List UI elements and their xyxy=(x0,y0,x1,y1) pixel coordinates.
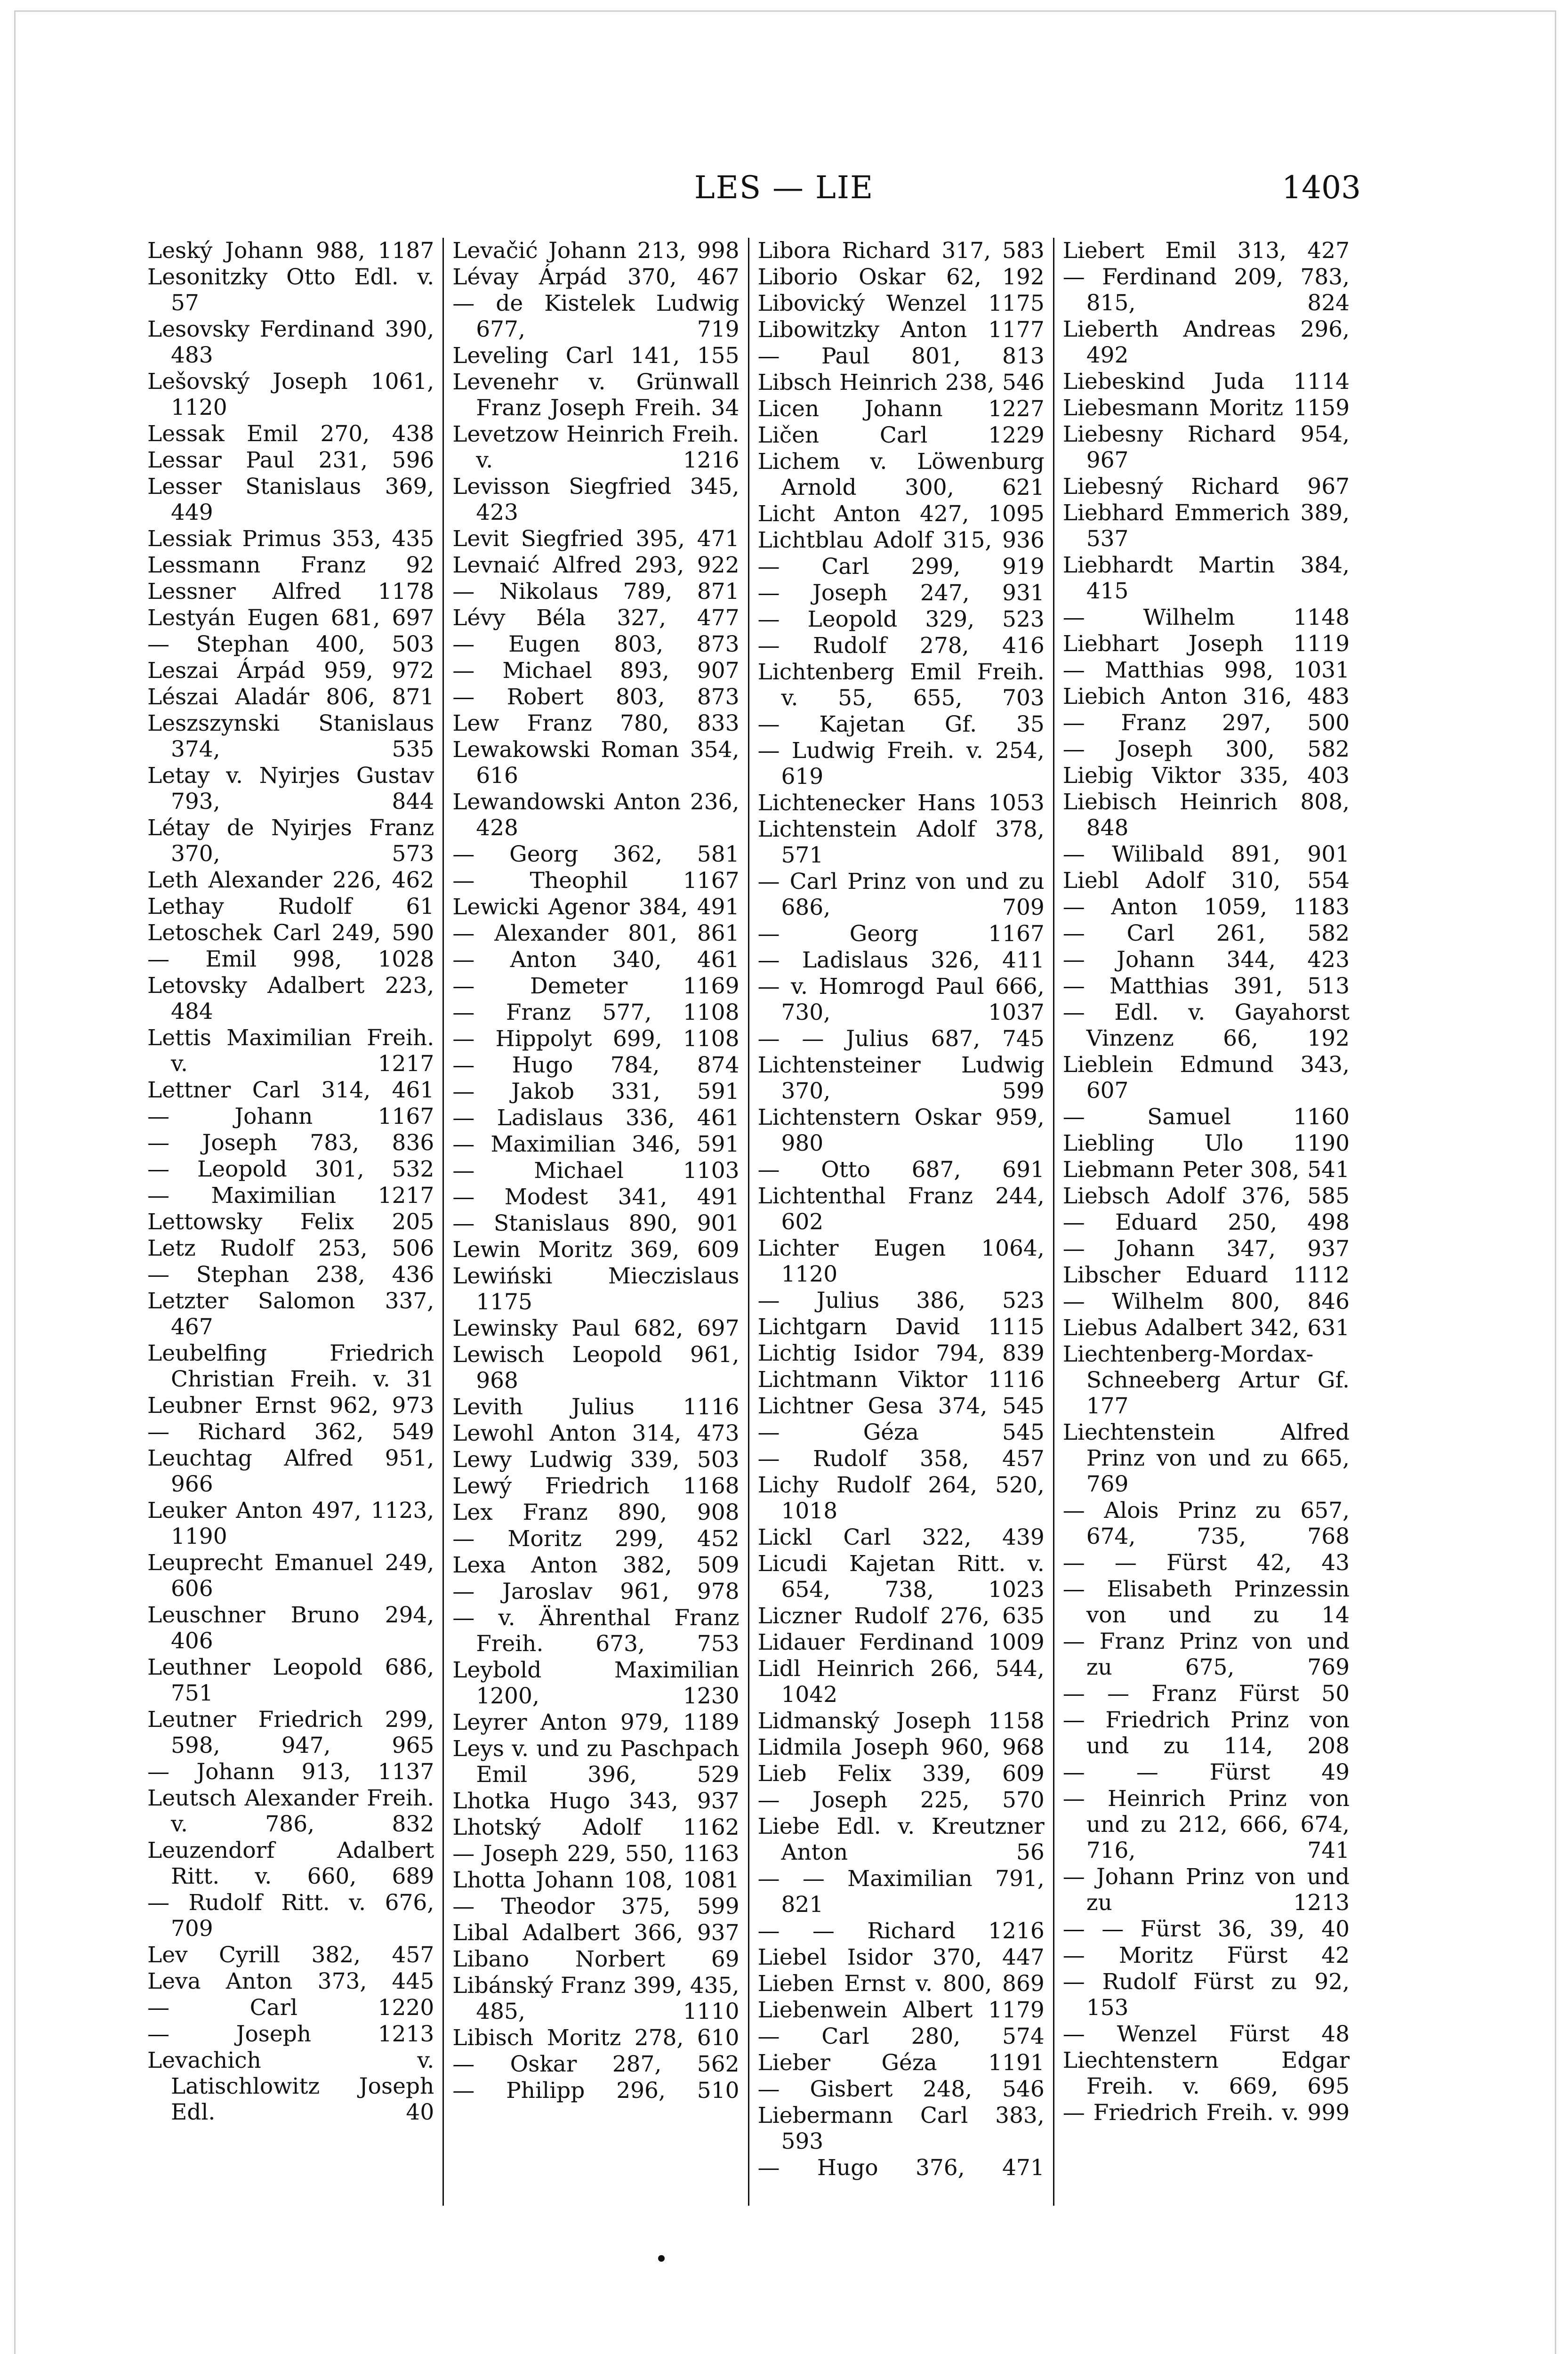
index-entry: — Maximilian 1217 xyxy=(147,1183,434,1209)
index-entry: Liebesny Richard 954, 967 xyxy=(1062,421,1350,473)
index-entry: Lettner Carl 314, 461 xyxy=(147,1077,434,1103)
index-entry: Levit Siegfried 395, 471 xyxy=(452,526,740,552)
index-entry: — Johann Prinz von und zu 1213 xyxy=(1062,1864,1350,1916)
index-entry: Liebermann Carl 383, 593 xyxy=(757,2103,1045,2154)
index-entry: — Ladislaus 336, 461 xyxy=(452,1105,740,1131)
index-entry: — Carl 261, 582 xyxy=(1062,920,1350,946)
page-number: 1403 xyxy=(1282,169,1361,206)
index-entry: — Michael 1103 xyxy=(452,1158,740,1184)
index-entry: — Leopold 329, 523 xyxy=(757,606,1045,632)
index-entry: Letzter Salomon 337, 467 xyxy=(147,1288,434,1340)
index-entry: — Paul 801, 813 xyxy=(757,343,1045,369)
index-entry: Lessar Paul 231, 596 xyxy=(147,447,434,473)
index-entry: Lhotka Hugo 343, 937 xyxy=(452,1788,740,1814)
index-entry: — Eduard 250, 498 xyxy=(1062,1209,1350,1235)
index-entry: — Emil 998, 1028 xyxy=(147,946,434,972)
index-entry: Libal Adalbert 366, 937 xyxy=(452,1920,740,1946)
column-2 xyxy=(444,238,749,2206)
index-entry: Lethay Rudolf 61 xyxy=(147,894,434,919)
index-entry: Letoschek Carl 249, 590 xyxy=(147,920,434,946)
index-entry: Leys v. und zu Paschpach Emil 396, 529 xyxy=(452,1736,740,1788)
index-entry: — Otto 687, 691 xyxy=(757,1157,1045,1183)
index-entry: — v. Homrogd Paul 666, 730, 1037 xyxy=(757,974,1045,1025)
index-entry: Letovsky Adalbert 223, 484 xyxy=(147,973,434,1024)
page-header xyxy=(0,169,1568,212)
index-entry: Lidauer Ferdinand 1009 xyxy=(757,1629,1045,1655)
index-entry: — Gisbert 248, 546 xyxy=(757,2076,1045,2102)
index-entry: Leszszynski Stanislaus 374, 535 xyxy=(147,710,434,762)
index-entry: Leuzendorf Adalbert Ritt. v. 660, 689 xyxy=(147,1838,434,1889)
index-columns xyxy=(139,238,1358,2206)
index-entry: Libscher Eduard 1112 xyxy=(1062,1262,1350,1288)
index-entry: — Joseph 229, 550, 1163 xyxy=(452,1841,740,1867)
index-entry: — Carl 280, 574 xyxy=(757,2023,1045,2049)
index-entry: Lévy Béla 327, 477 xyxy=(452,605,740,631)
index-entry: Lévay Árpád 370, 467 xyxy=(452,264,740,290)
index-entry: — Géza 545 xyxy=(757,1419,1045,1445)
index-entry: — — Fürst 42, 43 xyxy=(1062,1550,1350,1576)
index-entry: Lieben Ernst v. 800, 869 xyxy=(757,1971,1045,1997)
index-entry: Lickl Carl 322, 439 xyxy=(757,1524,1045,1550)
index-entry: Libowitzky Anton 1177 xyxy=(757,317,1045,343)
index-entry: — Jaroslav 961, 978 xyxy=(452,1579,740,1604)
index-entry: — Anton 340, 461 xyxy=(452,947,740,973)
index-entry: Lieb Felix 339, 609 xyxy=(757,1761,1045,1787)
index-entry: — — Fürst 36, 39, 40 xyxy=(1062,1916,1350,1942)
index-entry: Liebl Adolf 310, 554 xyxy=(1062,868,1350,894)
index-entry: Liebhard Emmerich 389, 537 xyxy=(1062,500,1350,552)
index-entry: — Moritz 299, 452 xyxy=(452,1526,740,1552)
index-entry: Lichtgarn David 1115 xyxy=(757,1314,1045,1340)
index-entry: Leyrer Anton 979, 1189 xyxy=(452,1709,740,1735)
index-entry: Liebesmann Moritz 1159 xyxy=(1062,395,1350,421)
index-entry: Lidl Heinrich 266, 544, 1042 xyxy=(757,1656,1045,1708)
index-entry: — Hugo 784, 874 xyxy=(452,1052,740,1078)
index-entry: — — Franz Fürst 50 xyxy=(1062,1681,1350,1707)
index-entry: — — Julius 687, 745 xyxy=(757,1026,1045,1052)
index-entry: Liebhardt Martin 384, 415 xyxy=(1062,552,1350,604)
index-entry: Lichtenberg Emil Freih. v. 55, 655, 703 xyxy=(757,659,1045,711)
index-entry: — Joseph 783, 836 xyxy=(147,1130,434,1156)
index-entry: — Joseph 300, 582 xyxy=(1062,736,1350,762)
index-entry: Lichem v. Löwenburg Arnold 300, 621 xyxy=(757,449,1045,500)
index-entry: — Georg 1167 xyxy=(757,921,1045,947)
index-entry: — Anton 1059, 1183 xyxy=(1062,894,1350,920)
index-entry: — Eugen 803, 873 xyxy=(452,631,740,657)
index-entry: — Johann 347, 937 xyxy=(1062,1236,1350,1262)
index-entry: — Rudolf Fürst zu 92, 153 xyxy=(1062,1969,1350,2021)
index-entry: — Demeter 1169 xyxy=(452,973,740,999)
index-entry: Lhotský Adolf 1162 xyxy=(452,1814,740,1840)
column-1 xyxy=(139,238,444,2206)
index-entry: Levačić Johann 213, 998 xyxy=(452,238,740,264)
index-entry: Lidmila Joseph 960, 968 xyxy=(757,1734,1045,1760)
index-entry: — Matthias 998, 1031 xyxy=(1062,657,1350,683)
index-entry: Lev Cyrill 382, 457 xyxy=(147,1942,434,1968)
index-entry: — Stephan 400, 503 xyxy=(147,631,434,657)
index-entry: — Maximilian 346, 591 xyxy=(452,1131,740,1157)
index-entry: — Oskar 287, 562 xyxy=(452,2051,740,2077)
index-entry: — — Fürst 49 xyxy=(1062,1759,1350,1785)
index-entry: Liebisch Heinrich 808, 848 xyxy=(1062,789,1350,841)
index-entry: — — Maximilian 791, 821 xyxy=(757,1866,1045,1918)
index-entry: Lewohl Anton 314, 473 xyxy=(452,1420,740,1446)
index-entry: — Johann 1167 xyxy=(147,1104,434,1129)
index-entry: Liebus Adalbert 342, 631 xyxy=(1062,1315,1350,1341)
index-entry: Licen Johann 1227 xyxy=(757,396,1045,422)
index-entry: — Alois Prinz zu 657, 674, 735, 768 xyxy=(1062,1498,1350,1549)
index-entry: — Samuel 1160 xyxy=(1062,1104,1350,1130)
index-entry: Leveling Carl 141, 155 xyxy=(452,343,740,369)
index-entry: — Rudolf 358, 457 xyxy=(757,1446,1045,1472)
index-entry: Levetzow Heinrich Freih. v. 1216 xyxy=(452,421,740,473)
index-entry: — Ferdinand 209, 783, 815, 824 xyxy=(1062,264,1350,316)
index-entry: Lidmanský Joseph 1158 xyxy=(757,1708,1045,1734)
index-entry: Lichtblau Adolf 315, 936 xyxy=(757,527,1045,553)
index-entry: — Nikolaus 789, 871 xyxy=(452,579,740,605)
index-entry: Leuchtag Alfred 951, 966 xyxy=(147,1445,434,1497)
index-entry: — Joseph 247, 931 xyxy=(757,580,1045,606)
index-entry: Leuthner Leopold 686, 751 xyxy=(147,1654,434,1706)
index-entry: — Hippolyt 699, 1108 xyxy=(452,1026,740,1052)
index-entry: Lichtner Gesa 374, 545 xyxy=(757,1393,1045,1419)
index-entry: Lieberth Andreas 296, 492 xyxy=(1062,316,1350,368)
index-entry: Leský Johann 988, 1187 xyxy=(147,238,434,264)
index-entry: Levith Julius 1116 xyxy=(452,1394,740,1420)
column-4 xyxy=(1054,238,1358,2206)
index-entry: Libánský Franz 399, 435, 485, 1110 xyxy=(452,1973,740,2024)
index-entry: Lexa Anton 382, 509 xyxy=(452,1552,740,1578)
index-entry: — Franz 577, 1108 xyxy=(452,1000,740,1025)
index-entry: — Joseph 225, 570 xyxy=(757,1787,1045,1813)
index-entry: Letz Rudolf 253, 506 xyxy=(147,1235,434,1261)
index-entry: Libora Richard 317, 583 xyxy=(757,238,1045,264)
index-entry: — Julius 386, 523 xyxy=(757,1288,1045,1314)
index-entry: Lewisch Leopold 961, 968 xyxy=(452,1342,740,1394)
index-entry: Lešovský Joseph 1061, 1120 xyxy=(147,369,434,420)
index-entry: — Wilhelm 800, 846 xyxy=(1062,1289,1350,1314)
index-entry: Leuker Anton 497, 1123, 1190 xyxy=(147,1498,434,1549)
column-3 xyxy=(749,238,1054,2206)
index-entry: Lewy Ludwig 339, 503 xyxy=(452,1447,740,1473)
index-entry: Liechtenstein Alfred Prinz von und zu 665, 769 xyxy=(1062,1419,1350,1497)
index-entry: Lichter Eugen 1064, 1120 xyxy=(757,1235,1045,1287)
index-entry: Lészai Aladár 806, 871 xyxy=(147,684,434,710)
index-entry: Licudi Kajetan Ritt. v. 654, 738, 1023 xyxy=(757,1551,1045,1603)
index-entry: Libovický Wenzel 1175 xyxy=(757,290,1045,316)
index-entry: Lichtenecker Hans 1053 xyxy=(757,790,1045,816)
index-entry: Lewiński Mieczislaus 1175 xyxy=(452,1263,740,1315)
index-entry: — Joseph 1213 xyxy=(147,2021,434,2047)
index-entry: — Ludwig Freih. v. 254, 619 xyxy=(757,738,1045,790)
index-entry: Lestyán Eugen 681, 697 xyxy=(147,605,434,631)
index-entry: — Johann 344, 423 xyxy=(1062,947,1350,973)
index-entry: Leybold Maximilian 1200, 1230 xyxy=(452,1657,740,1709)
index-entry: Lessmann Franz 92 xyxy=(147,552,434,578)
index-entry: Liebesný Richard 967 xyxy=(1062,474,1350,500)
index-entry: Létay de Nyirjes Franz 370, 573 xyxy=(147,815,434,867)
index-entry: Lewakowski Roman 354, 616 xyxy=(452,737,740,789)
index-entry: — Carl 299, 919 xyxy=(757,554,1045,580)
index-entry: Liebmann Peter 308, 541 xyxy=(1062,1157,1350,1183)
index-entry: Letay v. Nyirjes Gustav 793, 844 xyxy=(147,763,434,814)
index-entry: — Philipp 296, 510 xyxy=(452,2078,740,2104)
index-entry: — Robert 803, 873 xyxy=(452,684,740,710)
index-entry: Liebeskind Juda 1114 xyxy=(1062,369,1350,395)
index-entry: Lieblein Edmund 343, 607 xyxy=(1062,1052,1350,1104)
index-entry: — Moritz Fürst 42 xyxy=(1062,1943,1350,1968)
index-entry: — Rudolf Ritt. v. 676, 709 xyxy=(147,1890,434,1942)
index-entry: Lichtenstein Adolf 378, 571 xyxy=(757,816,1045,868)
index-entry: Levisson Siegfried 345, 423 xyxy=(452,474,740,525)
index-entry: — Carl Prinz von und zu 686, 709 xyxy=(757,869,1045,920)
index-entry: Liebenwein Albert 1179 xyxy=(757,1997,1045,2023)
index-entry: Licht Anton 427, 1095 xyxy=(757,501,1045,527)
index-entry: Leszai Árpád 959, 972 xyxy=(147,658,434,684)
index-entry: Lichtensteiner Ludwig 370, 599 xyxy=(757,1052,1045,1104)
index-entry: — Jakob 331, 591 xyxy=(452,1079,740,1104)
index-entry: Lew Franz 780, 833 xyxy=(452,710,740,736)
index-entry: Libisch Moritz 278, 610 xyxy=(452,2025,740,2051)
index-entry: Lhotta Johann 108, 1081 xyxy=(452,1867,740,1893)
index-entry: Lieber Géza 1191 xyxy=(757,2050,1045,2076)
index-entry: Liebert Emil 313, 427 xyxy=(1062,238,1350,264)
index-entry: Lessner Alfred 1178 xyxy=(147,579,434,605)
index-entry: — Michael 893, 907 xyxy=(452,658,740,684)
index-entry: Libano Norbert 69 xyxy=(452,1946,740,1972)
index-entry: Lesovsky Ferdinand 390, 483 xyxy=(147,316,434,368)
index-entry: Levenehr v. Grünwall Franz Joseph Freih. 34 xyxy=(452,369,740,421)
index-entry: Liebe Edl. v. Kreutzner Anton 56 xyxy=(757,1814,1045,1865)
index-entry: Lichtmann Viktor 1116 xyxy=(757,1367,1045,1393)
index-entry: Leubelfing Friedrich Christian Freih. v. 31 xyxy=(147,1340,434,1392)
index-entry: — Wilibald 891, 901 xyxy=(1062,841,1350,867)
index-entry: Lichy Rudolf 264, 520, 1018 xyxy=(757,1472,1045,1524)
index-entry: Liebsch Adolf 376, 585 xyxy=(1062,1183,1350,1209)
index-entry: Leuschner Bruno 294, 406 xyxy=(147,1602,434,1654)
index-entry: Lewinsky Paul 682, 697 xyxy=(452,1315,740,1341)
index-entry: Levnaić Alfred 293, 922 xyxy=(452,552,740,578)
index-entry: Ličen Carl 1229 xyxy=(757,422,1045,448)
index-entry: Liechtenstern Edgar Freih. v. 669, 695 xyxy=(1062,2048,1350,2099)
index-entry: — Rudolf 278, 416 xyxy=(757,633,1045,659)
index-entry: — Heinrich Prinz von und zu 212, 666, 674, 716, 741 xyxy=(1062,1786,1350,1863)
index-entry: Lesser Stanislaus 369, 449 xyxy=(147,474,434,525)
index-entry: Liborio Oskar 62, 192 xyxy=(757,264,1045,290)
index-entry: Liebich Anton 316, 483 xyxy=(1062,684,1350,709)
index-entry: Lewandowski Anton 236, 428 xyxy=(452,789,740,841)
index-entry: Liechtenberg-Mordax-Schneeberg Artur Gf. 177 xyxy=(1062,1341,1350,1419)
index-entry: — Friedrich Freih. v. 999 xyxy=(1062,2100,1350,2126)
index-entry: Lessak Emil 270, 438 xyxy=(147,421,434,447)
index-entry: — Johann 913, 1137 xyxy=(147,1759,434,1785)
index-entry: Libsch Heinrich 238, 546 xyxy=(757,370,1045,395)
index-entry: Lichtenstern Oskar 959, 980 xyxy=(757,1104,1045,1156)
index-entry: — Theophil 1167 xyxy=(452,868,740,894)
index-entry: — Ladislaus 326, 411 xyxy=(757,947,1045,973)
index-entry: Liczner Rudolf 276, 635 xyxy=(757,1603,1045,1629)
running-head: LES — LIE xyxy=(694,169,874,206)
index-entry: — Kajetan Gf. 35 xyxy=(757,711,1045,737)
index-entry: — Georg 362, 581 xyxy=(452,841,740,867)
index-entry: — Matthias 391, 513 xyxy=(1062,973,1350,999)
index-entry: — Carl 1220 xyxy=(147,1995,434,2021)
index-entry: — Stephan 238, 436 xyxy=(147,1262,434,1288)
index-entry: — Franz Prinz von und zu 675, 769 xyxy=(1062,1628,1350,1680)
index-entry: — Friedrich Prinz von und zu 114, 208 xyxy=(1062,1707,1350,1759)
index-entry: Lex Franz 890, 908 xyxy=(452,1499,740,1525)
index-entry: Lichtig Isidor 794, 839 xyxy=(757,1340,1045,1366)
index-entry: — Modest 341, 491 xyxy=(452,1184,740,1210)
index-entry: — Wilhelm 1148 xyxy=(1062,605,1350,630)
index-entry: Leutner Friedrich 299, 598, 947, 965 xyxy=(147,1707,434,1758)
index-entry: — Hugo 376, 471 xyxy=(757,2155,1045,2181)
index-entry: Leubner Ernst 962, 973 xyxy=(147,1393,434,1419)
index-entry: — Richard 362, 549 xyxy=(147,1419,434,1445)
index-entry: Lewicki Agenor 384, 491 xyxy=(452,894,740,920)
index-entry: Liebling Ulo 1190 xyxy=(1062,1130,1350,1156)
index-entry: — Stanislaus 890, 901 xyxy=(452,1210,740,1236)
index-entry: Lesonitzky Otto Edl. v. 57 xyxy=(147,264,434,316)
index-entry: Liebhart Joseph 1119 xyxy=(1062,631,1350,657)
index-entry: — Wenzel Fürst 48 xyxy=(1062,2021,1350,2047)
index-entry: — v. Ährenthal Franz Freih. 673, 753 xyxy=(452,1605,740,1657)
index-entry: Levachich v. Latischlowitz Joseph Edl. 40 xyxy=(147,2048,434,2125)
index-entry: — Franz 297, 500 xyxy=(1062,710,1350,736)
index-entry: — Edl. v. Gayahorst Vinzenz 66, 192 xyxy=(1062,1000,1350,1051)
index-entry: — Elisabeth Prinzessin von und zu 14 xyxy=(1062,1576,1350,1628)
index-entry: Leth Alexander 226, 462 xyxy=(147,867,434,893)
index-entry: Lettis Maximilian Freih. v. 1217 xyxy=(147,1025,434,1077)
index-entry: Liebel Isidor 370, 447 xyxy=(757,1944,1045,1970)
index-entry: Leuprecht Emanuel 249, 606 xyxy=(147,1550,434,1602)
index-entry: — Alexander 801, 861 xyxy=(452,920,740,946)
index-entry: Leutsch Alexander Freih. v. 786, 832 xyxy=(147,1785,434,1837)
index-entry: Lessiak Primus 353, 435 xyxy=(147,526,434,552)
footer-dot xyxy=(658,2255,665,2262)
index-entry: Leva Anton 373, 445 xyxy=(147,1968,434,1994)
index-entry: Lewin Moritz 369, 609 xyxy=(452,1237,740,1263)
index-entry: Lichtenthal Franz 244, 602 xyxy=(757,1183,1045,1235)
index-entry: — de Kistelek Ludwig 677, 719 xyxy=(452,290,740,342)
index-entry: Liebig Viktor 335, 403 xyxy=(1062,763,1350,789)
index-entry: — Theodor 375, 599 xyxy=(452,1894,740,1919)
index-entry: — Leopold 301, 532 xyxy=(147,1156,434,1182)
index-entry: Lettowsky Felix 205 xyxy=(147,1209,434,1235)
index-entry: Lewý Friedrich 1168 xyxy=(452,1473,740,1499)
index-entry: — — Richard 1216 xyxy=(757,1918,1045,1944)
